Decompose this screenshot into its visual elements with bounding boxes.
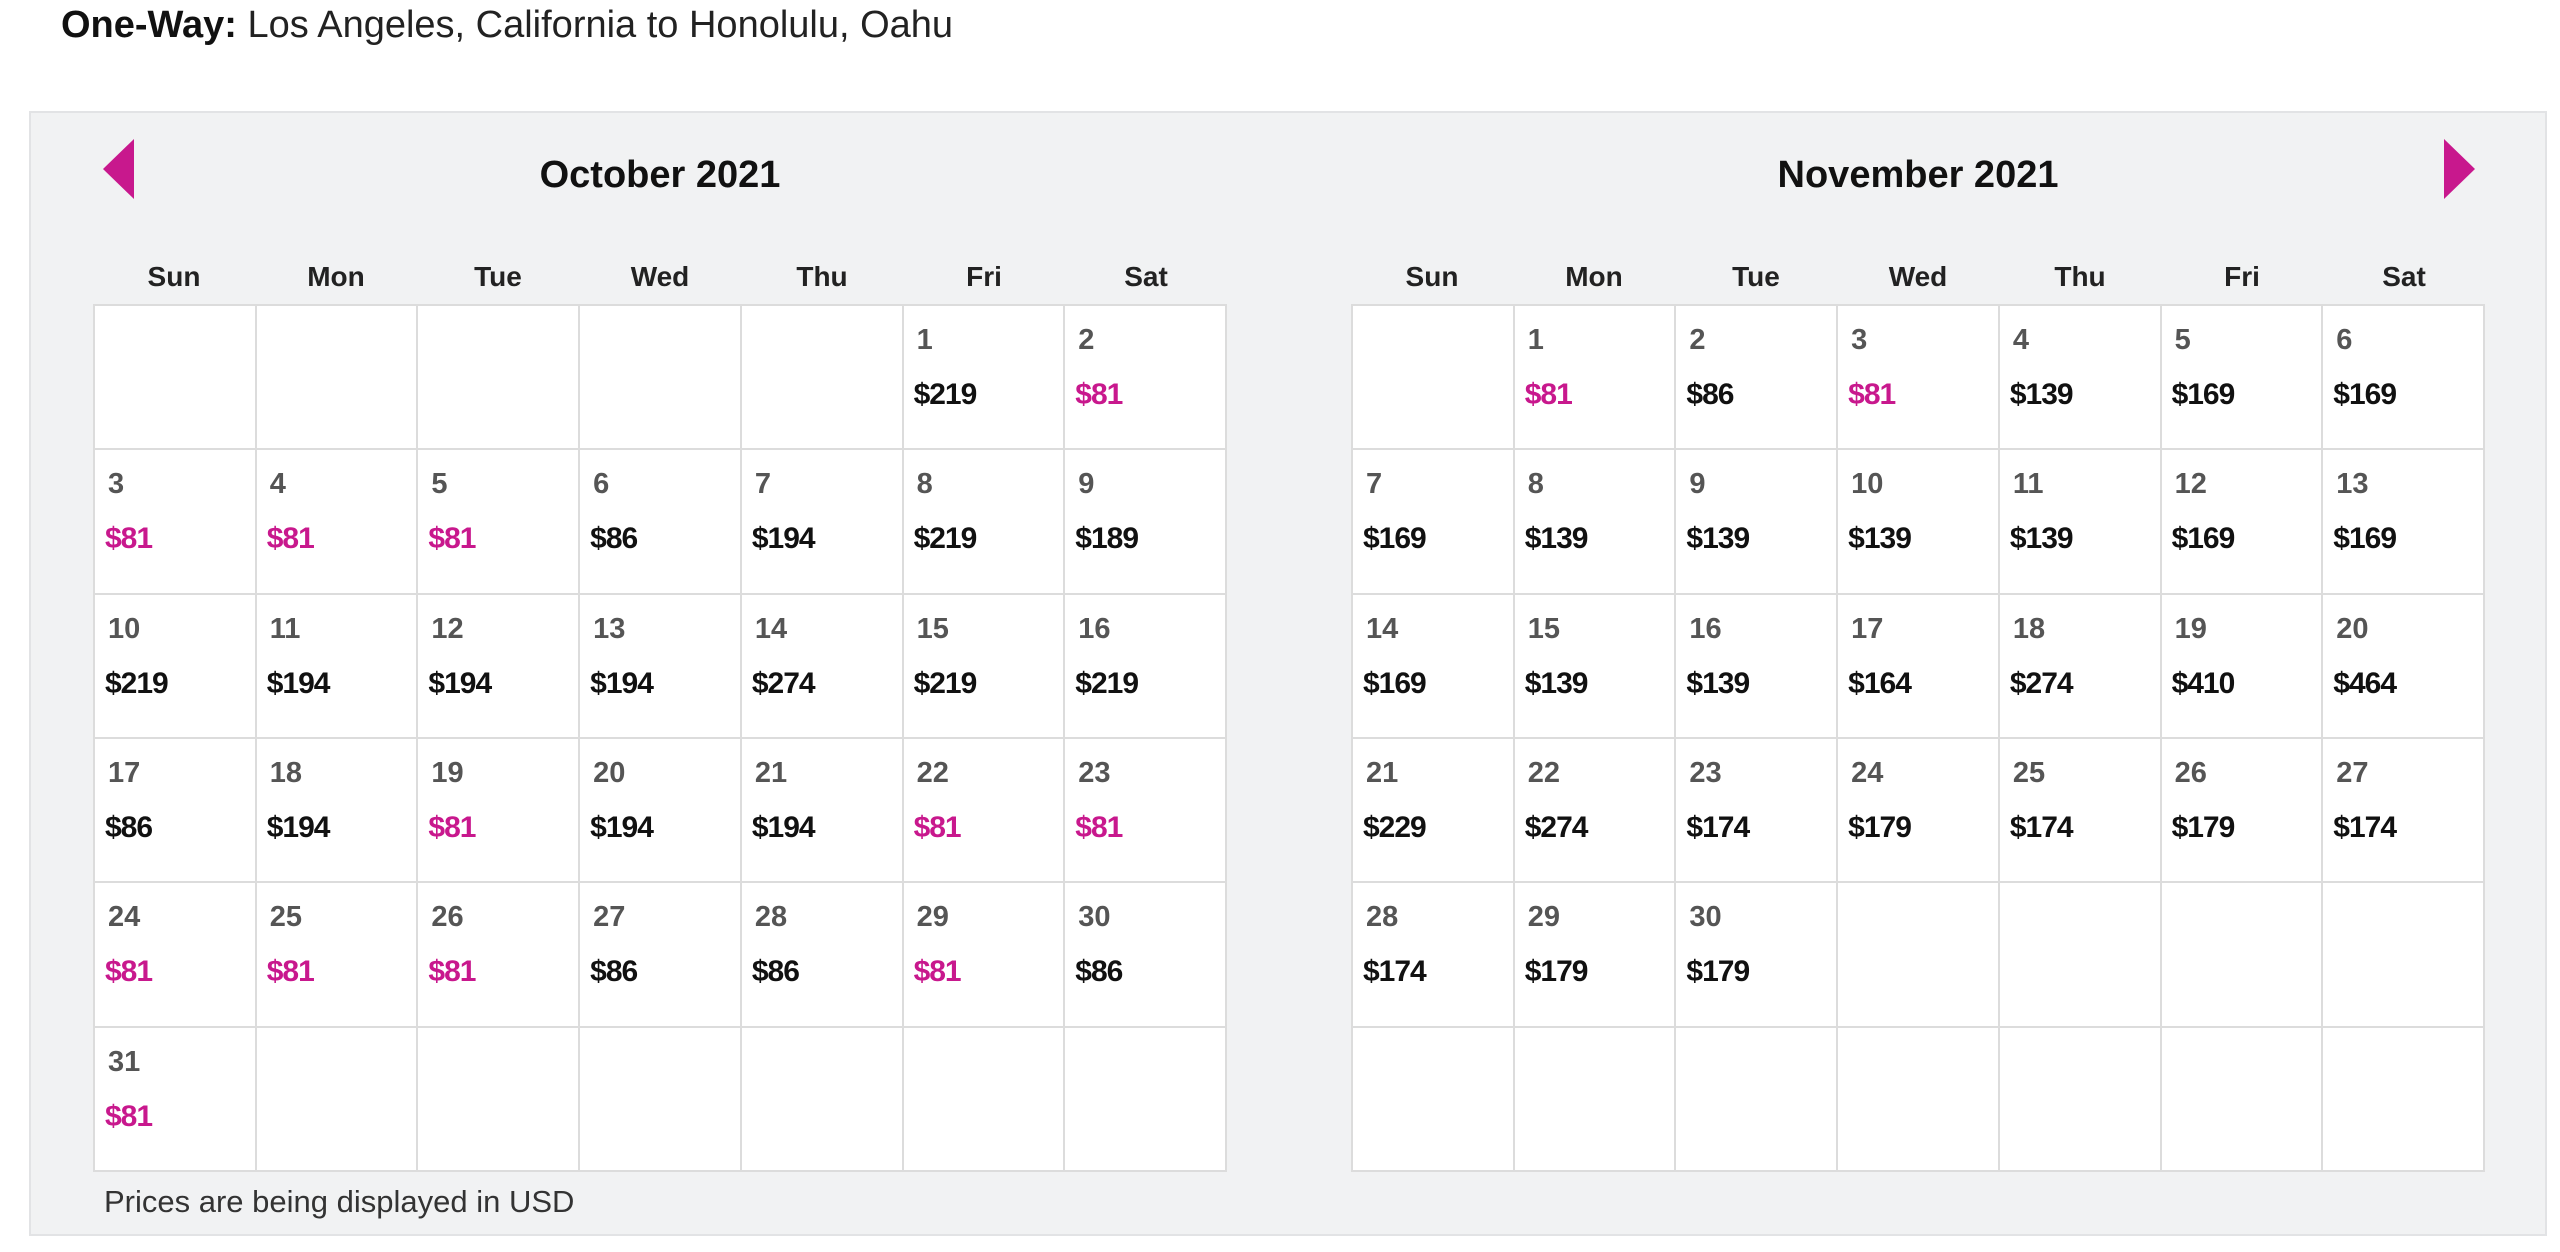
- fare-price: $81: [1848, 378, 1896, 411]
- fare-price: $139: [2009, 522, 2073, 556]
- day-cell[interactable]: [418, 739, 580, 883]
- day-cell[interactable]: [257, 883, 419, 1027]
- day-cell[interactable]: [1353, 450, 1515, 594]
- route-heading: [61, 0, 953, 50]
- fare-price: $194: [751, 522, 815, 556]
- fare-price: $81: [428, 522, 476, 556]
- day-cell[interactable]: [1065, 595, 1227, 739]
- day-cell[interactable]: [95, 450, 257, 594]
- day-number: 30: [1078, 901, 1111, 934]
- day-number: 21: [1366, 756, 1399, 789]
- day-number: 16: [1078, 612, 1111, 645]
- day-cell[interactable]: [580, 450, 742, 594]
- empty-day-cell: [2162, 883, 2324, 1027]
- empty-day-cell: [95, 306, 257, 450]
- fare-price: $139: [1686, 522, 1750, 556]
- day-cell[interactable]: [1676, 450, 1838, 594]
- day-cell[interactable]: [1838, 739, 2000, 883]
- day-number: 24: [1851, 756, 1884, 789]
- day-number: 28: [754, 901, 788, 934]
- fare-price: $86: [751, 955, 799, 989]
- empty-day-cell: [1353, 306, 1515, 450]
- day-cell[interactable]: [1065, 450, 1227, 594]
- weekday-label: Fri: [966, 261, 1002, 292]
- fare-price: $464: [2333, 666, 2397, 700]
- empty-day-cell: [418, 306, 580, 450]
- empty-day-cell: [2000, 1028, 2162, 1172]
- fare-price: $174: [2333, 810, 2397, 844]
- weekday-label: Thu: [2054, 261, 2106, 292]
- day-cell[interactable]: [2162, 595, 2324, 739]
- day-cell[interactable]: [418, 450, 580, 594]
- day-cell[interactable]: [2162, 450, 2324, 594]
- weekday-label: Mon: [1565, 261, 1623, 292]
- day-number: 28: [1366, 901, 1399, 934]
- day-number: 12: [2174, 468, 2207, 501]
- fare-price: $86: [590, 955, 638, 989]
- day-number: 22: [1527, 756, 1560, 789]
- day-cell[interactable]: [2000, 739, 2162, 883]
- day-cell[interactable]: [1353, 739, 1515, 883]
- day-cell[interactable]: [904, 306, 1066, 450]
- fare-price: $86: [590, 522, 638, 556]
- empty-day-cell: [1838, 883, 2000, 1027]
- day-cell[interactable]: [1065, 306, 1227, 450]
- day-cell[interactable]: [1838, 306, 2000, 450]
- day-number: 9: [1689, 468, 1706, 501]
- day-cell[interactable]: [95, 739, 257, 883]
- day-number: 2: [1689, 324, 1706, 356]
- weekday-label: Sat: [2382, 261, 2426, 292]
- day-number: 22: [916, 756, 949, 789]
- fare-price: $81: [105, 955, 153, 989]
- fare-price: $81: [1524, 378, 1572, 411]
- empty-day-cell: [257, 1028, 419, 1172]
- weekday-label: Wed: [1888, 261, 1948, 292]
- fare-price: $81: [266, 522, 314, 556]
- day-cell[interactable]: [1676, 739, 1838, 883]
- fare-price: $169: [1363, 666, 1426, 700]
- day-cell[interactable]: [580, 739, 742, 883]
- day-cell[interactable]: [1065, 739, 1227, 883]
- weekday-header-november: [1351, 257, 2485, 297]
- day-cell[interactable]: [2000, 595, 2162, 739]
- day-cell[interactable]: [418, 883, 580, 1027]
- day-number: 10: [108, 612, 141, 645]
- fare-price: $139: [1848, 522, 1911, 556]
- fare-price: $194: [266, 666, 330, 700]
- calendar-grid-november: [1351, 304, 2485, 1172]
- day-cell[interactable]: [1515, 450, 1677, 594]
- day-cell[interactable]: [742, 450, 904, 594]
- day-number: 21: [754, 756, 788, 789]
- day-cell[interactable]: [904, 450, 1066, 594]
- empty-day-cell: [1353, 1028, 1515, 1172]
- day-number: 3: [1851, 324, 1868, 356]
- weekday-label: Fri: [2224, 261, 2260, 292]
- fare-price: $81: [105, 522, 153, 556]
- day-cell[interactable]: [95, 883, 257, 1027]
- day-cell[interactable]: [1838, 595, 2000, 739]
- day-cell[interactable]: [1353, 883, 1515, 1027]
- day-number: 20: [593, 756, 626, 789]
- empty-day-cell: [1515, 1028, 1677, 1172]
- empty-day-cell: [2323, 1028, 2485, 1172]
- empty-day-cell: [904, 1028, 1066, 1172]
- fare-price: $274: [1524, 810, 1588, 844]
- day-number: 20: [2336, 612, 2369, 645]
- empty-day-cell: [2000, 883, 2162, 1027]
- fare-price: $194: [590, 666, 653, 700]
- day-number: 7: [754, 468, 771, 501]
- fare-price: $194: [751, 810, 815, 844]
- day-number: 26: [2174, 756, 2207, 789]
- currency-note: Prices are being displayed in USD: [104, 1184, 575, 1219]
- weekday-label: Thu: [796, 261, 848, 292]
- fare-price: $194: [428, 666, 492, 700]
- weekday-label: Tue: [1732, 261, 1780, 292]
- fare-price: $174: [1686, 810, 1750, 844]
- day-cell[interactable]: [742, 739, 904, 883]
- day-cell[interactable]: [1353, 595, 1515, 739]
- fare-price: $81: [1075, 810, 1123, 844]
- day-number: 31: [108, 1045, 141, 1078]
- fare-price: $139: [2009, 378, 2073, 411]
- empty-day-cell: [580, 306, 742, 450]
- fare-price: $81: [913, 810, 961, 844]
- day-number: 9: [1078, 468, 1095, 501]
- fare-price: $169: [1363, 522, 1426, 556]
- day-cell[interactable]: [1515, 595, 1677, 739]
- fare-price: $179: [1524, 955, 1588, 989]
- empty-day-cell: [2162, 1028, 2324, 1172]
- day-number: 8: [916, 468, 933, 501]
- day-cell[interactable]: [95, 595, 257, 739]
- fare-price: $219: [913, 522, 977, 556]
- route-text: Los Angeles, California to Honolulu, Oahu: [247, 4, 954, 46]
- day-number: 6: [593, 468, 610, 501]
- fare-price: $274: [2009, 666, 2073, 700]
- weekday-label: Sun: [1405, 261, 1459, 292]
- day-cell[interactable]: [904, 739, 1066, 883]
- day-cell[interactable]: [2323, 450, 2485, 594]
- day-number: 5: [2174, 324, 2191, 356]
- day-number: 8: [1527, 468, 1544, 501]
- calendar-grid-october: [93, 304, 1227, 1172]
- fare-price: $139: [1524, 522, 1588, 556]
- day-number: 17: [108, 756, 141, 789]
- day-cell[interactable]: [2000, 450, 2162, 594]
- day-number: 1: [1527, 324, 1544, 356]
- empty-day-cell: [742, 1028, 904, 1172]
- day-number: 18: [269, 756, 302, 789]
- fare-price: $174: [2009, 810, 2073, 844]
- fare-price: $179: [2171, 810, 2235, 844]
- day-number: 25: [269, 901, 302, 934]
- day-cell[interactable]: [2323, 306, 2485, 450]
- day-cell[interactable]: [257, 595, 419, 739]
- fare-price: $189: [1075, 522, 1139, 556]
- weekday-label: Sun: [147, 261, 201, 292]
- day-number: 24: [108, 901, 141, 934]
- day-number: 19: [2174, 612, 2207, 645]
- fare-price: $169: [2333, 378, 2397, 411]
- day-cell[interactable]: [904, 595, 1066, 739]
- fare-price: $194: [590, 810, 653, 844]
- fare-price: $164: [1848, 666, 1911, 700]
- empty-day-cell: [742, 306, 904, 450]
- empty-day-cell: [257, 306, 419, 450]
- day-cell[interactable]: [2162, 306, 2324, 450]
- day-cell[interactable]: [1065, 883, 1227, 1027]
- fare-price: $219: [913, 666, 977, 700]
- weekday-label: Wed: [630, 261, 690, 292]
- day-number: 23: [1689, 756, 1722, 789]
- day-cell[interactable]: [257, 450, 419, 594]
- fare-price: $81: [1075, 378, 1123, 411]
- empty-day-cell: [1065, 1028, 1227, 1172]
- fare-price: $86: [1075, 955, 1123, 989]
- fare-price: $86: [1686, 378, 1734, 411]
- day-number: 15: [916, 612, 949, 645]
- month-title-october: October 2021: [539, 154, 781, 196]
- day-cell[interactable]: [257, 739, 419, 883]
- day-number: 13: [2336, 468, 2369, 501]
- fare-price: $410: [2171, 666, 2235, 700]
- day-number: 29: [916, 901, 949, 934]
- day-cell[interactable]: [904, 883, 1066, 1027]
- day-number: 30: [1689, 901, 1722, 934]
- empty-day-cell: [418, 1028, 580, 1172]
- month-title-november: November 2021: [1777, 154, 2059, 196]
- fare-price: $81: [428, 810, 476, 844]
- day-number: 11: [2012, 468, 2044, 501]
- fare-price: $169: [2171, 522, 2235, 556]
- day-number: 1: [916, 324, 933, 356]
- fare-price: $174: [1363, 955, 1426, 989]
- day-number: 29: [1527, 901, 1560, 934]
- day-number: 25: [2012, 756, 2046, 789]
- fare-price: $274: [751, 666, 815, 700]
- fare-price: $219: [1075, 666, 1139, 700]
- fare-price: $229: [1363, 810, 1426, 844]
- day-number: 13: [593, 612, 626, 645]
- day-cell[interactable]: [1676, 883, 1838, 1027]
- trip-type-label: One-Way:: [61, 4, 237, 46]
- day-cell[interactable]: [1515, 306, 1677, 450]
- fare-price: $179: [1848, 810, 1911, 844]
- fare-price: $81: [105, 1099, 153, 1133]
- fare-price: $81: [913, 955, 961, 989]
- day-cell[interactable]: [418, 595, 580, 739]
- day-number: 27: [2336, 756, 2369, 789]
- weekday-label: Tue: [474, 261, 522, 292]
- day-number: 27: [593, 901, 626, 934]
- empty-day-cell: [2323, 883, 2485, 1027]
- day-cell[interactable]: [95, 1028, 257, 1172]
- weekday-header-october: [93, 257, 1227, 297]
- day-cell[interactable]: [1676, 306, 1838, 450]
- fare-price: $179: [1686, 955, 1750, 989]
- day-number: 5: [431, 468, 448, 501]
- day-number: 6: [2336, 324, 2353, 356]
- day-number: 19: [431, 756, 464, 789]
- day-number: 3: [108, 468, 125, 501]
- fare-price: $194: [266, 810, 330, 844]
- empty-day-cell: [580, 1028, 742, 1172]
- day-number: 15: [1527, 612, 1560, 645]
- day-number: 4: [269, 468, 286, 501]
- fare-price: $169: [2171, 378, 2235, 411]
- day-cell[interactable]: [1676, 595, 1838, 739]
- fare-price: $139: [1524, 666, 1588, 700]
- day-number: 17: [1851, 612, 1884, 645]
- day-cell[interactable]: [2323, 595, 2485, 739]
- fare-price: $139: [1686, 666, 1750, 700]
- day-number: 2: [1078, 324, 1095, 356]
- empty-day-cell: [1838, 1028, 2000, 1172]
- day-number: 14: [754, 612, 788, 645]
- day-cell[interactable]: [1515, 883, 1677, 1027]
- empty-day-cell: [1676, 1028, 1838, 1172]
- day-number: 10: [1851, 468, 1884, 501]
- day-cell[interactable]: [742, 595, 904, 739]
- day-cell[interactable]: [742, 883, 904, 1027]
- fare-price: $169: [2333, 522, 2397, 556]
- day-cell[interactable]: [1515, 739, 1677, 883]
- day-number: 11: [269, 612, 301, 645]
- day-cell[interactable]: [2000, 306, 2162, 450]
- day-cell[interactable]: [580, 595, 742, 739]
- day-number: 23: [1078, 756, 1111, 789]
- fare-price: $219: [913, 378, 977, 411]
- weekday-label: Mon: [307, 261, 365, 292]
- day-number: 4: [2012, 324, 2029, 356]
- day-number: 18: [2012, 612, 2046, 645]
- day-cell[interactable]: [2323, 739, 2485, 883]
- day-number: 7: [1366, 468, 1383, 501]
- day-number: 14: [1366, 612, 1399, 645]
- day-cell[interactable]: [580, 883, 742, 1027]
- weekday-label: Sat: [1124, 261, 1168, 292]
- day-cell[interactable]: [1838, 450, 2000, 594]
- fare-price: $81: [266, 955, 314, 989]
- fare-price: $81: [428, 955, 476, 989]
- day-number: 12: [431, 612, 464, 645]
- day-number: 26: [431, 901, 464, 934]
- day-number: 16: [1689, 612, 1722, 645]
- fare-price: $219: [105, 666, 168, 700]
- fare-price: $86: [105, 810, 153, 844]
- day-cell[interactable]: [2162, 739, 2324, 883]
